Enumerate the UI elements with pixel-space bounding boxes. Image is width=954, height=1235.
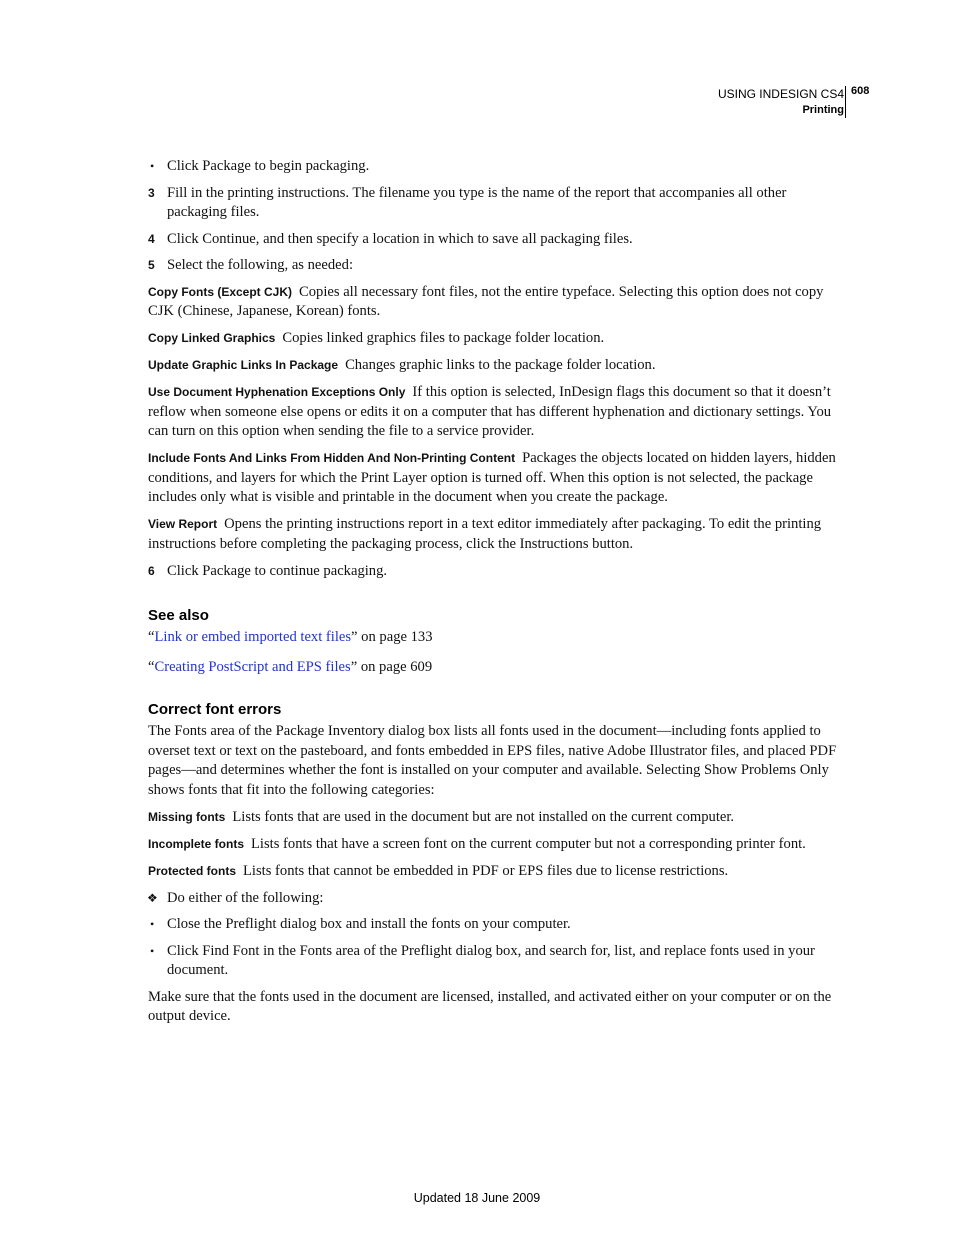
step-number: 6 xyxy=(148,563,155,578)
running-header xyxy=(718,86,844,118)
bullet-item xyxy=(148,915,842,935)
category-desc: Lists fonts that have a screen font on the current computer but not a corresponding printer font. xyxy=(251,835,806,852)
step-text: Select the following, as needed: xyxy=(167,257,354,273)
option-view-report xyxy=(148,515,842,554)
option-hyphenation-exceptions xyxy=(148,383,842,442)
step-text: Fill in the printing instructions. The filename you type is the name of the report that accompanies all other packaging files. xyxy=(167,184,787,220)
option-term: Include Fonts And Links From Hidden And Non-Printing Content xyxy=(148,451,516,465)
diamond-icon: ❖ xyxy=(147,890,158,905)
step-6 xyxy=(148,562,842,582)
bullet-marker: • xyxy=(150,917,155,931)
procedure-text: Do either of the following: xyxy=(167,889,324,906)
category-term: Protected fonts xyxy=(148,863,237,878)
procedure-item xyxy=(148,889,842,909)
quote-open: “ xyxy=(148,658,155,675)
option-term: Update Graphic Links In Package xyxy=(148,358,339,372)
bullet-item xyxy=(148,942,842,981)
option-update-graphic-links xyxy=(148,356,842,376)
category-desc: Lists fonts that are used in the document but are not installed on the current computer. xyxy=(232,808,735,825)
option-desc: If this option is selected, InDesign flags this document so that it doesn’t reflow when someone else opens or edits it on a computer that has different hyphenation and dictionary settings. You can turn on this option when sending the file to a service provider. xyxy=(148,384,832,439)
step-text: Click Package to continue packaging. xyxy=(167,562,388,579)
category-incomplete-fonts xyxy=(148,835,842,855)
bullet-text: Close the Preflight dialog box and install the fonts on your computer. xyxy=(167,916,571,932)
header-doc-title: USING INDESIGN CS4 xyxy=(717,87,844,101)
bullet-marker: • xyxy=(150,943,155,958)
category-term: Incomplete fonts xyxy=(148,836,245,851)
closing-paragraph: Make sure that the fonts used in the document are licensed, installed, and activated either on your computer or on the output device. xyxy=(148,988,832,1024)
page-footer: Updated 18 June 2009 xyxy=(413,1191,541,1205)
see-also-entry xyxy=(148,658,842,678)
category-term: Missing fonts xyxy=(148,809,226,824)
main-content xyxy=(148,157,842,1034)
bullet-text: Click Find Font in the Fonts area of the Preflight dialog box, and search for, list, and replace fonts used in your document. xyxy=(167,942,815,978)
step-3 xyxy=(148,184,842,223)
step-text: Click Continue, and then specify a location in which to save all packaging files. xyxy=(167,230,633,247)
option-desc: Changes graphic links to the package folder location. xyxy=(345,357,656,373)
see-also-heading: See also xyxy=(148,607,209,624)
category-missing-fonts xyxy=(148,808,842,828)
bullet-marker: • xyxy=(150,159,155,173)
option-desc: Copies all necessary font files, not the entire typeface. Selecting this option does not copy CJK (Chinese, Japanese, Korean) fonts. xyxy=(148,283,824,319)
see-also-entry xyxy=(148,628,842,648)
bullet-item xyxy=(148,157,842,177)
link-postscript-eps-files[interactable]: Creating PostScript and EPS files xyxy=(154,658,351,675)
category-protected-fonts xyxy=(148,862,842,882)
option-desc: Copies linked graphics files to package folder location. xyxy=(282,330,605,346)
step-number: 5 xyxy=(148,258,155,272)
quote-open: “ xyxy=(148,629,155,645)
bullet-text: Click Package to begin packaging. xyxy=(167,158,370,174)
option-term: Use Document Hyphenation Exceptions Only xyxy=(148,385,406,399)
page-number: 608 xyxy=(851,85,870,97)
option-include-hidden-content xyxy=(148,449,842,508)
option-term: View Report xyxy=(148,517,218,531)
page-ref: ” on page 133 xyxy=(351,629,433,645)
step-5 xyxy=(148,256,842,276)
option-copy-linked-graphics xyxy=(148,329,842,349)
option-term: Copy Fonts (Except CJK) xyxy=(148,284,293,299)
option-desc: Packages the objects located on hidden layers, hidden conditions, and layers for which the Print Layer option is turned off. When this option is not selected, the package includes only what is visible and printable in the document when you create the package. xyxy=(148,450,836,505)
intro-paragraph: The Fonts area of the Package Inventory dialog box lists all fonts used in the document—including fonts applied to overset text or text on the pasteboard, and fonts embedded in EPS files, native Adobe Illustrator files, and placed PDF pages—and determines whether the font is installed on your computer and available. Selecting Show Problems Only shows fonts that fit into the following categories: xyxy=(148,723,837,798)
category-desc: Lists fonts that cannot be embedded in PDF or EPS files due to license restrictions. xyxy=(243,862,729,879)
link-imported-text-files[interactable]: Link or embed imported text files xyxy=(154,629,352,645)
step-number: 4 xyxy=(148,231,155,246)
option-desc: Opens the printing instructions report in a text editor immediately after packaging. To edit the printing instructions before completing the packaging process, click the Instructions button. xyxy=(148,516,822,552)
option-term: Copy Linked Graphics xyxy=(148,331,276,345)
page-ref: ” on page 609 xyxy=(350,658,433,675)
step-4 xyxy=(148,230,842,250)
header-divider xyxy=(845,86,846,118)
option-copy-fonts xyxy=(148,283,842,322)
section-heading: Correct font errors xyxy=(148,701,282,718)
header-section: Printing xyxy=(802,104,844,116)
step-number: 3 xyxy=(148,185,155,200)
